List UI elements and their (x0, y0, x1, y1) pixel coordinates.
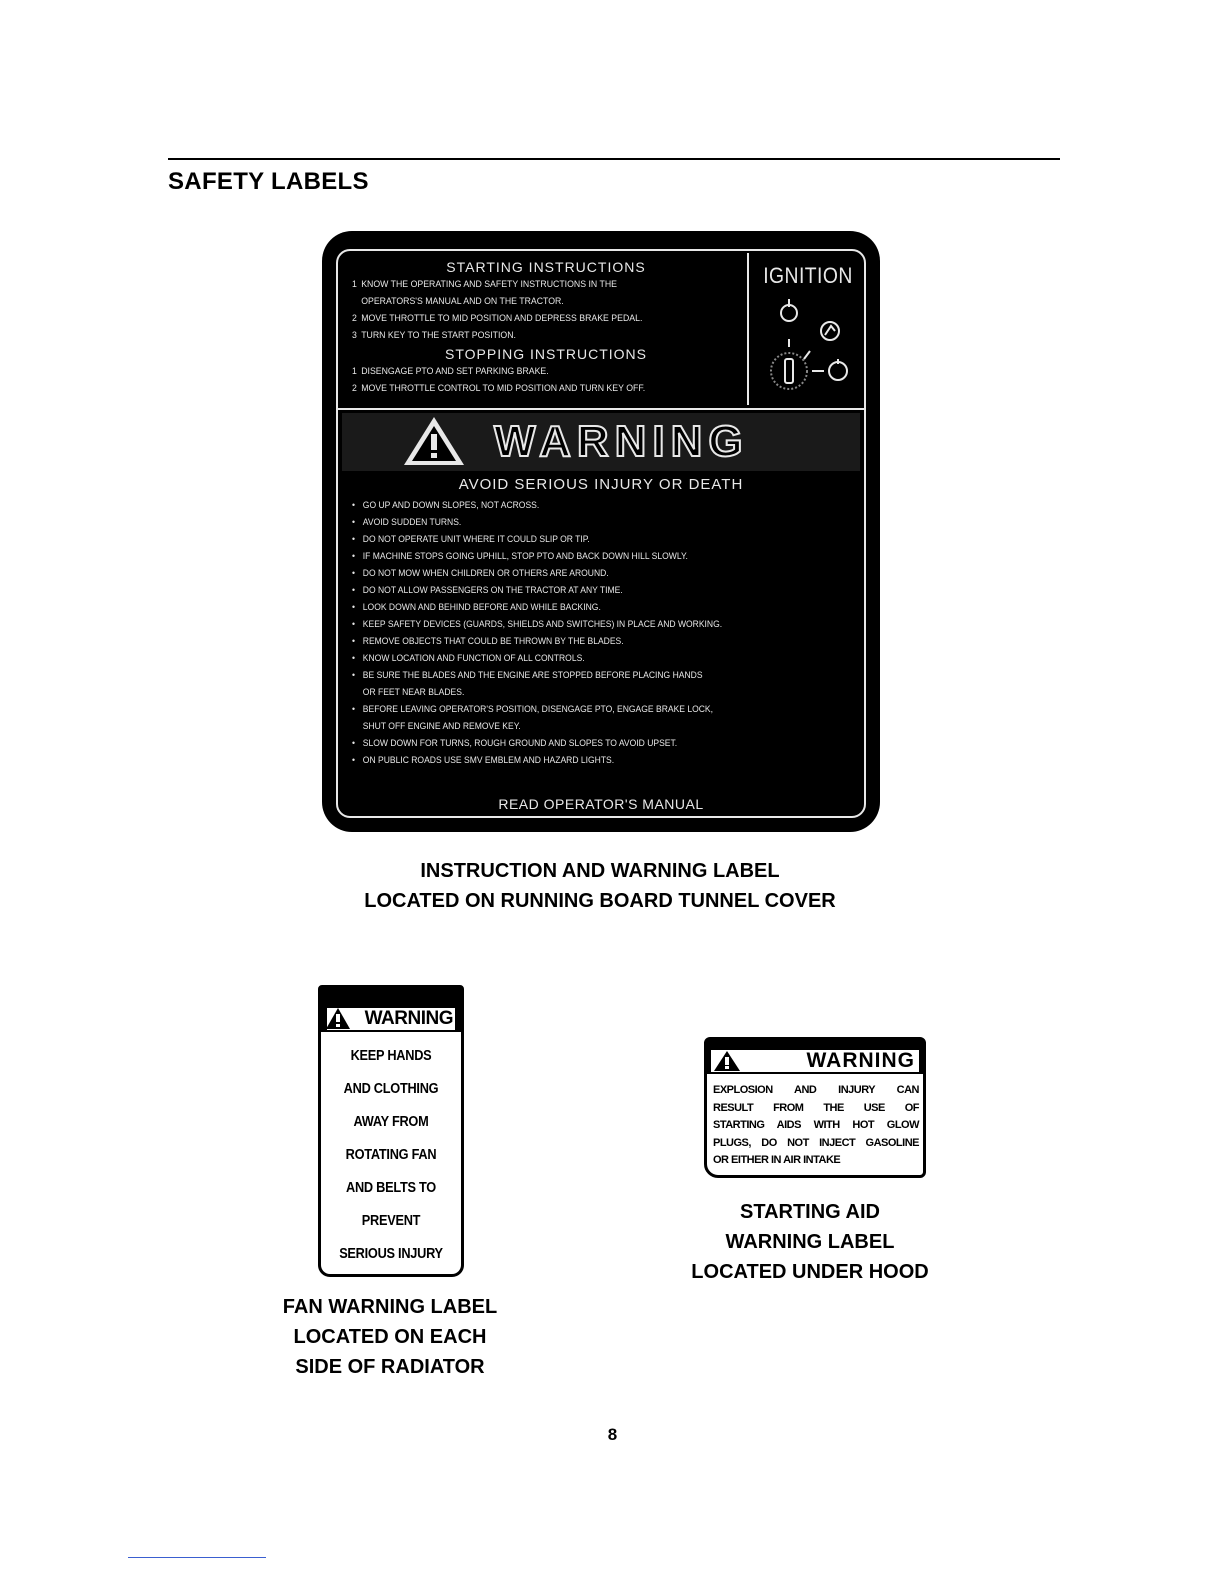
warning-banner (342, 413, 860, 471)
fan-line: AWAY FROM (353, 1114, 429, 1130)
list-item-continuation: SHUT OFF ENGINE AND REMOVE KEY. (362, 721, 521, 732)
start-warning-text (713, 1082, 919, 1170)
start-line: EXPLOSION AND INJURY CAN (713, 1084, 919, 1096)
caption-line: LOCATED UNDER HOOD (691, 1261, 929, 1283)
horizontal-divider (338, 408, 864, 410)
starting-line: 2 MOVE THROTTLE TO MID POSITION AND DEPRESS BRAKE PEDAL. (352, 313, 643, 324)
caption-line: LOCATED ON RUNNING BOARD TUNNEL COVER (364, 890, 836, 912)
start-warning-header (707, 1040, 923, 1074)
ignition-switch-icon (754, 297, 864, 402)
list-item: • IF MACHINE STOPS GOING UPHILL, STOP PTO AND BACK DOWN HILL SLOWLY. (352, 551, 688, 562)
list-item: • REMOVE OBJECTS THAT COULD BE THROWN BY THE BLADES. (352, 636, 624, 647)
list-item: • GO UP AND DOWN SLOPES, NOT ACROSS. (352, 500, 540, 511)
caption-line: SIDE OF RADIATOR (295, 1356, 485, 1378)
warning-word: WARNING (494, 417, 749, 466)
stopping-line: 2 MOVE THROTTLE CONTROL TO MID POSITION AND TURN KEY OFF. (352, 383, 646, 394)
fan-line: SERIOUS INJURY (339, 1246, 443, 1262)
fan-line: PREVENT (361, 1213, 421, 1229)
footer-line (128, 1557, 266, 1558)
fan-warning-header (321, 988, 461, 1032)
caption-line: WARNING LABEL (725, 1231, 895, 1253)
caption-line: STARTING AID (740, 1201, 880, 1223)
list-item: • DO NOT ALLOW PASSENGERS ON THE TRACTOR AT ANY TIME. (352, 585, 623, 596)
list-item-continuation: OR FEET NEAR BLADES. (362, 687, 465, 698)
fan-warning-text (321, 1040, 461, 1271)
caption-line: LOCATED ON EACH (293, 1326, 487, 1348)
stopping-instructions-heading: STOPPING INSTRUCTIONS (445, 346, 647, 362)
start-line: RESULT FROM THE USE OF (713, 1101, 919, 1114)
warning-triangle-icon (713, 1050, 741, 1072)
starting-aid-caption (660, 1197, 960, 1287)
caption-line: FAN WARNING LABEL (282, 1296, 498, 1318)
caption-line: INSTRUCTION AND WARNING LABEL (420, 860, 780, 882)
starting-instructions-heading: STARTING INSTRUCTIONS (446, 259, 646, 275)
fan-line: AND CLOTHING (343, 1081, 439, 1097)
start-warning-word: WARNING (711, 1050, 919, 1072)
fan-label-caption (240, 1292, 540, 1382)
start-line: PLUGS, DO NOT INJECT GASOLINE (713, 1136, 919, 1149)
start-line: OR EITHER IN AIR INTAKE (713, 1154, 841, 1166)
list-item: • ON PUBLIC ROADS USE SMV EMBLEM AND HAZARD LIGHTS. (352, 755, 615, 766)
section-title: SAFETY LABELS (168, 168, 369, 195)
list-item: • SLOW DOWN FOR TURNS, ROUGH GROUND AND SLOPES TO AVOID UPSET. (352, 738, 678, 749)
list-item: • KNOW LOCATION AND FUNCTION OF ALL CONTROLS. (352, 653, 585, 664)
list-item: • KEEP SAFETY DEVICES (GUARDS, SHIELDS AND SWITCHES) IN PLACE AND WORKING. (352, 619, 723, 630)
avoid-injury-heading: AVOID SERIOUS INJURY OR DEATH (458, 476, 744, 493)
starting-line: 3 TURN KEY TO THE START POSITION. (352, 330, 516, 341)
list-item: • DO NOT OPERATE UNIT WHERE IT COULD SLIP OR TIP. (352, 534, 590, 545)
ignition-title: IGNITION (763, 263, 853, 288)
vertical-divider (747, 253, 749, 405)
instructions-block (352, 257, 740, 407)
starting-line: 1 KNOW THE OPERATING AND SAFETY INSTRUCTIONS IN THE (352, 279, 617, 290)
start-line: STARTING AIDS WITH HOT GLOW (713, 1119, 919, 1131)
list-item: • DO NOT MOW WHEN CHILDREN OR OTHERS ARE AROUND. (352, 568, 609, 579)
fan-line: AND BELTS TO (346, 1180, 436, 1196)
fan-warning-word: WARNING (327, 1008, 455, 1030)
starting-aid-warning-label (704, 1037, 926, 1178)
list-item: • BEFORE LEAVING OPERATOR'S POSITION, DISENGAGE PTO, ENGAGE BRAKE LOCK, (352, 704, 714, 715)
list-item: • BE SURE THE BLADES AND THE ENGINE ARE STOPPED BEFORE PLACING HANDS (352, 670, 703, 681)
safety-bullet-list (352, 497, 862, 769)
fan-line: ROTATING FAN (345, 1147, 437, 1163)
warning-triangle-icon (325, 1006, 351, 1030)
list-item: • AVOID SUDDEN TURNS. (352, 517, 462, 528)
top-rule (168, 158, 1060, 160)
page-number: 8 (607, 1425, 618, 1444)
fan-warning-label (318, 985, 464, 1277)
fan-line: KEEP HANDS (350, 1048, 432, 1064)
instruction-warning-label (322, 231, 880, 832)
stopping-line: 1 DISENGAGE PTO AND SET PARKING BRAKE. (352, 366, 549, 377)
list-item: • LOOK DOWN AND BEHIND BEFORE AND WHILE BACKING. (352, 602, 601, 613)
read-manual-text: READ OPERATOR'S MANUAL (498, 796, 704, 812)
starting-line: OPERATORS'S MANUAL AND ON THE TRACTOR. (361, 296, 564, 307)
main-label-caption (300, 856, 900, 916)
